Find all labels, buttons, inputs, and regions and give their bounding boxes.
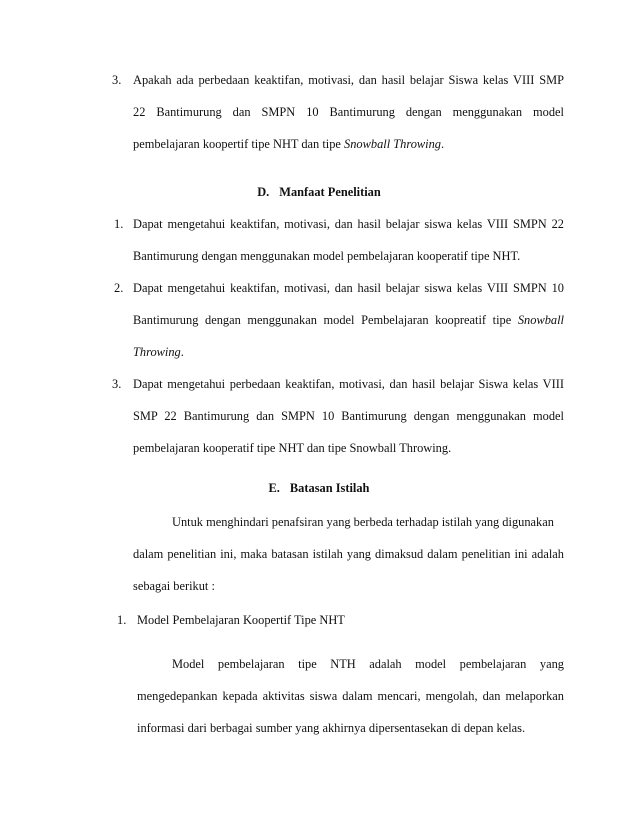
d2-line-3-end: . — [180, 345, 184, 359]
d2-line-2-text: Bantimurung dengan menggunakan model Pembelajaran koopreatif tipe — [133, 313, 518, 327]
d1-line-2: Bantimurung dengan menggunakan model pembelajaran kooperatif tipe NHT. — [133, 249, 521, 263]
c3-line-3-text: pembelajaran koopertif tipe NHT dan tipe — [133, 137, 345, 151]
list-number-d3: 3. — [112, 377, 122, 391]
c3-line-2: 22 Bantimurung dan SMPN 10 Bantimurung dengan menggunakan model — [133, 105, 564, 119]
section-letter-e: E. — [268, 481, 280, 495]
section-title-d: Manfaat Penelitian — [279, 185, 381, 199]
d2-line-2-italic: Snowball — [517, 313, 564, 327]
d3-line-1: Dapat mengetahui perbedaan keaktifan, motivasi, dan hasil belajar Siswa kelas VIII — [133, 377, 564, 391]
d2-line-1: Dapat mengetahui keaktifan, motivasi, dan hasil belajar siswa kelas VIII SMPN 10 — [133, 281, 564, 295]
e-intro-line-3: sebagai berikut : — [133, 579, 215, 593]
section-heading-d — [0, 184, 638, 200]
list-number-e1: 1. — [117, 613, 127, 627]
section-heading-e — [0, 480, 638, 496]
c3-line-3 — [133, 136, 444, 152]
list-number-d1: 1. — [114, 217, 124, 231]
e-intro-line-2: dalam penelitian ini, maka batasan istilah yang dimaksud dalam penelitian ini adalah — [133, 547, 564, 561]
d3-line-3: pembelajaran kooperatif tipe NHT dan tipe Snowball Throwing. — [133, 441, 452, 455]
list-number-d2: 2. — [114, 281, 124, 295]
section-title-e: Batasan Istilah — [289, 481, 370, 495]
e-intro-line-1: Untuk menghindari penafsiran yang berbeda terhadap istilah yang digunakan — [172, 515, 554, 529]
c3-line-3-italic: Snowball Throwing — [344, 137, 441, 151]
section-letter-d: D. — [257, 185, 270, 199]
d3-line-2: SMP 22 Bantimurung dan SMPN 10 Bantimurung dengan menggunakan model — [133, 409, 564, 423]
c3-line-3-end: . — [441, 137, 445, 151]
list-number-c3: 3. — [112, 73, 122, 87]
d2-line-2 — [133, 312, 564, 328]
e1-title: Model Pembelajaran Koopertif Tipe NHT — [137, 613, 345, 627]
e1-line-3: informasi dari berbagai sumber yang akhirnya dipersentasekan di depan kelas. — [137, 721, 526, 735]
e1-line-1: Model pembelajaran tipe NTH adalah model pembelajaran yang — [172, 657, 564, 671]
d1-line-1: Dapat mengetahui keaktifan, motivasi, dan hasil belajar siswa kelas VIII SMPN 22 — [133, 217, 564, 231]
c3-line-1: Apakah ada perbedaan keaktifan, motivasi, dan hasil belajar Siswa kelas VIII SMP — [133, 73, 564, 87]
d2-line-3 — [133, 344, 184, 360]
e1-line-2: mengedepankan kepada aktivitas siswa dalam mencari, mengolah, dan melaporkan — [137, 689, 564, 703]
d2-line-3-italic: Throwing — [133, 345, 181, 359]
